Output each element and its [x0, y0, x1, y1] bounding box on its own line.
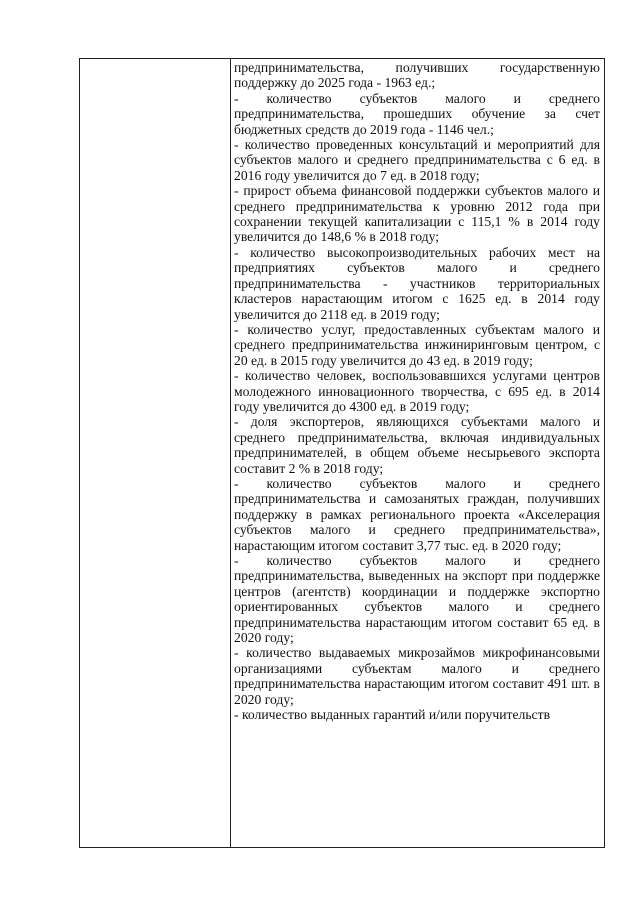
paragraph-1: предпринимательства, получивших государственную поддержку до 2025 года - 1963 ед.; [234, 60, 600, 91]
paragraph-11: - количество выдаваемых микрозаймов микрофинансовыми организациями субъектам малого и среднего предпринимательства нарастающим итогом составит 491 шт. в 2020 году; [234, 645, 600, 707]
table-left-column [80, 59, 231, 847]
paragraph-8: - доля экспортеров, являющихся субъектами малого и среднего предпринимательства, включая индивидуальных предпринимателей, в общем объеме несырьевого экспорта составит 2 % в 2018 году; [234, 414, 600, 476]
paragraph-6: - количество услуг, предоставленных субъектам малого и среднего предпринимательства инжиниринговым центром, с 20 ед. в 2015 году увеличится до 43 ед. в 2019 году; [234, 321, 600, 368]
paragraph-9: - количество субъектов малого и среднего предпринимательства и самозанятых граждан, получивших поддержку в рамках регионального проекта «Акселерация субъектов малого и среднего предпринимательства», нарастающим итогом составит 3,77 тыс. ед. в 2020 году; [234, 475, 600, 553]
paragraph-5: - количество высокопроизводительных рабочих мест на предприятиях субъектов малого и среднего предпринимательства - участников территориальных кластеров нарастающим итогом с 1625 ед. в 2014 году увеличится до 2118 ед. в 2019 году; [234, 244, 600, 322]
paragraph-3: - количество проведенных консультаций и мероприятий для субъектов малого и среднего предпринимательства с 6 ед. в 2016 году увеличится до 7 ед. в 2018 году; [234, 137, 600, 183]
paragraph-12: - количество выданных гарантий и/или поручительств [234, 707, 551, 723]
table-right-column [231, 59, 604, 847]
paragraph-7: - количество человек, воспользовавшихся услугами центров молодежного инновационного творчества, с 695 ед. в 2014 году увеличится до 4300 ед. в 2019 году; [234, 368, 600, 414]
paragraph-2: - количество субъектов малого и среднего предпринимательства, прошедших обучение за счет бюджетных средств до 2019 года - 1146 чел.; [234, 90, 600, 137]
paragraph-4: - прирост объема финансовой поддержки субъектов малого и среднего предпринимательства к уровню 2012 года при сохранении текущей капитализации с 115,1 % в 2014 году увеличится до 148,6 % в 2018 году; [234, 183, 600, 245]
paragraph-10: - количество субъектов малого и среднего предпринимательства, выведенных на экспорт при поддержке центров (агентств) координации и поддержке экспортно ориентированных субъектов малого и среднего предпринимательства нарастающим итогом составит 65 ед. в 2020 году; [234, 553, 600, 646]
document-table [79, 58, 605, 848]
